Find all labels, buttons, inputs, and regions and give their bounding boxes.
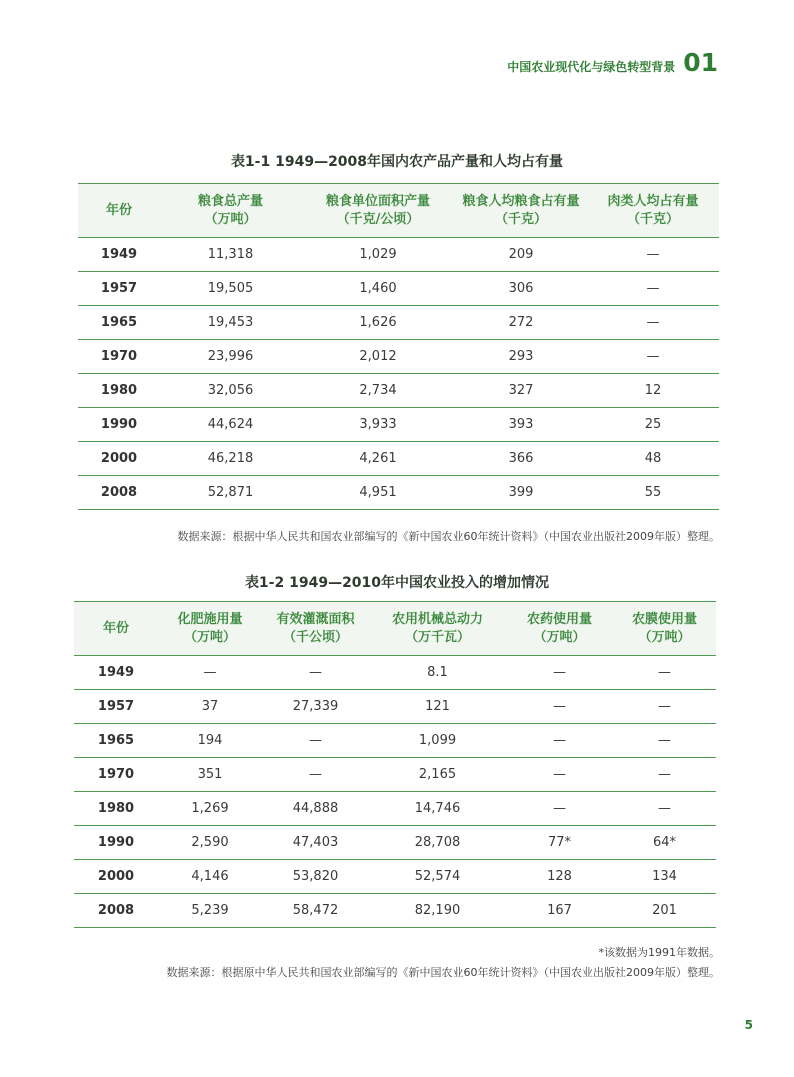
- table1-row: [78, 238, 719, 272]
- chapter-number: 01: [683, 48, 718, 77]
- year-cell: 1980: [74, 792, 158, 826]
- value-cell: 5,239: [158, 894, 262, 928]
- value-cell: 53,820: [262, 860, 369, 894]
- table2: [74, 601, 716, 928]
- table1-source: 数据来源：根据中华人民共和国农业部编写的《新中国农业60年统计资料》（中国农业出版社2009年版）整理。: [177, 530, 720, 543]
- table1-header-cell: 粮食总产量 （万吨）: [160, 184, 301, 238]
- value-cell: —: [262, 656, 369, 690]
- value-cell: 4,951: [301, 476, 455, 510]
- table1-row: [78, 340, 719, 374]
- table1-row: [78, 442, 719, 476]
- table2-note: *该数据为1991年数据。: [598, 946, 720, 959]
- value-cell: 11,318: [160, 238, 301, 272]
- table2-header-cell: 有效灌溉面积 （千公顷）: [262, 602, 369, 656]
- value-cell: —: [613, 792, 716, 826]
- value-cell: —: [613, 758, 716, 792]
- value-cell: 1,626: [301, 306, 455, 340]
- year-cell: 1990: [78, 408, 160, 442]
- value-cell: 25: [587, 408, 719, 442]
- table2-row: [74, 758, 716, 792]
- value-cell: 19,505: [160, 272, 301, 306]
- value-cell: —: [506, 724, 613, 758]
- table2-row: [74, 792, 716, 826]
- table2-row: [74, 826, 716, 860]
- value-cell: 4,261: [301, 442, 455, 476]
- year-cell: 1970: [78, 340, 160, 374]
- table1-header-cell: 粮食人均粮食占有量 （千克）: [455, 184, 587, 238]
- table2-row: [74, 656, 716, 690]
- year-cell: 2008: [78, 476, 160, 510]
- value-cell: 55: [587, 476, 719, 510]
- value-cell: —: [262, 758, 369, 792]
- value-cell: 1,029: [301, 238, 455, 272]
- year-cell: 1949: [78, 238, 160, 272]
- table1: [78, 183, 719, 510]
- value-cell: 47,403: [262, 826, 369, 860]
- year-cell: 1970: [74, 758, 158, 792]
- value-cell: 3,933: [301, 408, 455, 442]
- value-cell: 121: [369, 690, 506, 724]
- year-cell: 1957: [78, 272, 160, 306]
- value-cell: 32,056: [160, 374, 301, 408]
- value-cell: —: [613, 690, 716, 724]
- year-cell: 1949: [74, 656, 158, 690]
- table1-header-row: [78, 184, 719, 238]
- value-cell: 37: [158, 690, 262, 724]
- value-cell: 134: [613, 860, 716, 894]
- value-cell: 52,871: [160, 476, 301, 510]
- value-cell: 327: [455, 374, 587, 408]
- table2-header-cell: 农膜使用量 （万吨）: [613, 602, 716, 656]
- value-cell: 44,624: [160, 408, 301, 442]
- value-cell: 19,453: [160, 306, 301, 340]
- value-cell: —: [506, 690, 613, 724]
- value-cell: 351: [158, 758, 262, 792]
- value-cell: 194: [158, 724, 262, 758]
- value-cell: —: [158, 656, 262, 690]
- value-cell: 27,339: [262, 690, 369, 724]
- value-cell: 52,574: [369, 860, 506, 894]
- value-cell: 48: [587, 442, 719, 476]
- table2-header-cell: 农药使用量 （万吨）: [506, 602, 613, 656]
- value-cell: 167: [506, 894, 613, 928]
- value-cell: 23,996: [160, 340, 301, 374]
- value-cell: 28,708: [369, 826, 506, 860]
- value-cell: 201: [613, 894, 716, 928]
- value-cell: 2,012: [301, 340, 455, 374]
- table2-row: [74, 690, 716, 724]
- value-cell: 44,888: [262, 792, 369, 826]
- value-cell: —: [587, 238, 719, 272]
- table1-title: 表1-1 1949—2008年国内农产品产量和人均占有量: [230, 154, 564, 170]
- year-cell: 2008: [74, 894, 158, 928]
- page-number: 5: [744, 1018, 753, 1032]
- table1-row: [78, 408, 719, 442]
- table1-header-cell: 粮食单位面积产量 （千克/公顷）: [301, 184, 455, 238]
- table1-header-cell: 年份: [78, 184, 160, 238]
- table1-row: [78, 272, 719, 306]
- value-cell: —: [262, 724, 369, 758]
- value-cell: 209: [455, 238, 587, 272]
- value-cell: 82,190: [369, 894, 506, 928]
- table1-header-cell: 肉类人均占有量 （千克）: [587, 184, 719, 238]
- table1-row: [78, 476, 719, 510]
- table2-header-cell: 年份: [74, 602, 158, 656]
- value-cell: —: [506, 792, 613, 826]
- value-cell: 306: [455, 272, 587, 306]
- year-cell: 1980: [78, 374, 160, 408]
- value-cell: 1,460: [301, 272, 455, 306]
- value-cell: 128: [506, 860, 613, 894]
- table1-row: [78, 374, 719, 408]
- year-cell: 2000: [78, 442, 160, 476]
- value-cell: 64*: [613, 826, 716, 860]
- value-cell: 1,099: [369, 724, 506, 758]
- value-cell: 393: [455, 408, 587, 442]
- value-cell: 293: [455, 340, 587, 374]
- value-cell: 58,472: [262, 894, 369, 928]
- value-cell: —: [587, 272, 719, 306]
- value-cell: 12: [587, 374, 719, 408]
- value-cell: —: [506, 656, 613, 690]
- value-cell: 399: [455, 476, 587, 510]
- year-cell: 1990: [74, 826, 158, 860]
- value-cell: 14,746: [369, 792, 506, 826]
- value-cell: —: [613, 656, 716, 690]
- table2-row: [74, 894, 716, 928]
- year-cell: 1957: [74, 690, 158, 724]
- value-cell: 2,165: [369, 758, 506, 792]
- value-cell: 366: [455, 442, 587, 476]
- value-cell: 8.1: [369, 656, 506, 690]
- table2-row: [74, 724, 716, 758]
- value-cell: 4,146: [158, 860, 262, 894]
- table2-source: 数据来源：根据原中华人民共和国农业部编写的《新中国农业60年统计资料》（中国农业出版社2009年版）整理。: [166, 966, 720, 979]
- value-cell: —: [587, 340, 719, 374]
- value-cell: —: [506, 758, 613, 792]
- table2-header-row: [74, 602, 716, 656]
- year-cell: 2000: [74, 860, 158, 894]
- value-cell: 46,218: [160, 442, 301, 476]
- table2-title: 表1-2 1949—2010年中国农业投入的增加情况: [244, 575, 550, 591]
- year-cell: 1965: [74, 724, 158, 758]
- value-cell: 1,269: [158, 792, 262, 826]
- value-cell: 2,734: [301, 374, 455, 408]
- value-cell: 2,590: [158, 826, 262, 860]
- value-cell: —: [613, 724, 716, 758]
- chapter-title: 中国农业现代化与绿色转型背景: [507, 60, 676, 74]
- value-cell: 77*: [506, 826, 613, 860]
- table2-row: [74, 860, 716, 894]
- table2-header-cell: 化肥施用量 （万吨）: [158, 602, 262, 656]
- table1-row: [78, 306, 719, 340]
- table2-header-cell: 农用机械总动力 （万千瓦）: [369, 602, 506, 656]
- running-header: [507, 50, 718, 75]
- value-cell: —: [587, 306, 719, 340]
- value-cell: 272: [455, 306, 587, 340]
- year-cell: 1965: [78, 306, 160, 340]
